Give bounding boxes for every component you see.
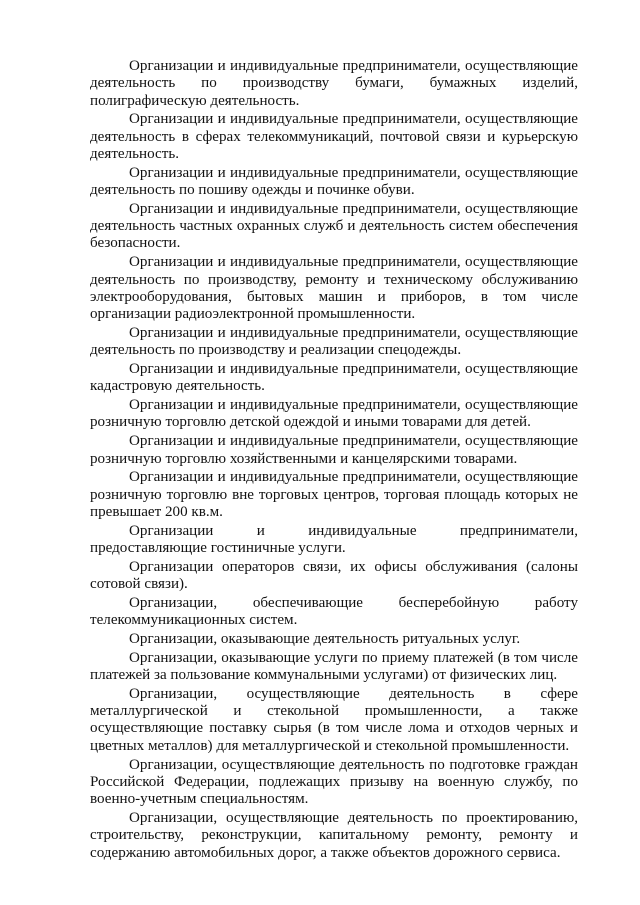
paragraph-retail-outside-malls: Организации и индивидуальные предприниматели, осуществляющие розничную торговлю вне торговых центров, торговая площадь которых не превышает 200 кв.м. — [90, 469, 578, 520]
paragraph-road-construction: Организации, осуществляющие деятельность по проектированию, строительству, реконструкции, капитальному ремонту, ремонту и содержанию автомобильных дорог, а также объектов дорожного сервиса. — [90, 809, 578, 861]
paragraph-telecom-systems: Организации, обеспечивающие бесперебойную работу телекоммуникационных систем. — [90, 594, 578, 629]
paragraph-cadastral: Организации и индивидуальные предприниматели, осуществляющие кадастровую деятельность. — [90, 361, 578, 395]
paragraph-tailoring: Организации и индивидуальные предприниматели, осуществляющие деятельность по пошиву одежды и починке обуви. — [90, 164, 578, 199]
paragraph-printing: Организации и индивидуальные предприниматели, осуществляющие деятельность по производству бумаги, бумажных изделий, полиграфическую деятельность. — [90, 58, 578, 109]
paragraph-funeral: Организации, оказывающие деятельность ритуальных услуг. — [129, 631, 521, 647]
paragraph-electrical: Организации и индивидуальные предприниматели, осуществляющие деятельность по производству, ремонту и техническому обслуживанию электрооборудования, бытовых машин и приборов, в том числе организации радиоэлектронной промышленности. — [90, 254, 578, 323]
paragraph-household-goods: Организации и индивидуальные предприниматели, осуществляющие розничную торговлю хозяйственными и канцелярскими товарами. — [90, 433, 578, 467]
paragraph-payments: Организации, оказывающие услуги по приему платежей (в том числе платежей за пользование коммунальными услугами) от физических лиц. — [90, 649, 578, 684]
paragraph-security: Организации и индивидуальные предприниматели, осуществляющие деятельность частных охранных служб и деятельность систем обеспечения безопасности. — [90, 200, 578, 252]
document-page — [90, 58, 578, 863]
paragraph-metallurgy: Организации, осуществляющие деятельность в сфере металлургической и стекольной промышленности, а также осуществляющие поставку сырья (в том числе лома и отходов черных и цветных металлов) для металлургической и стекольной промышленности. — [90, 685, 578, 754]
paragraph-workwear: Организации и индивидуальные предприниматели, осуществляющие деятельность по производству и реализации спецодежды. — [90, 324, 578, 359]
paragraph-military-training: Организации, осуществляющие деятельность по подготовке граждан Российской Федерации, подлежащих призыву на военную службу, по военно-учетным специальностям. — [90, 756, 578, 808]
paragraph-telecom-postal: Организации и индивидуальные предприниматели, осуществляющие деятельность в сферах телекоммуникаций, почтовой связи и курьерскую деятельность. — [90, 111, 578, 162]
paragraph-mobile-operators: Организации операторов связи, их офисы обслуживания (салоны сотовой связи). — [90, 558, 578, 593]
paragraph-hotels: Организации и индивидуальные предприниматели, предоставляющие гостиничные услуги. — [90, 522, 578, 557]
paragraph-childrens-goods: Организации и индивидуальные предприниматели, осуществляющие розничную торговлю детской одеждой и иными товарами для детей. — [90, 397, 578, 431]
